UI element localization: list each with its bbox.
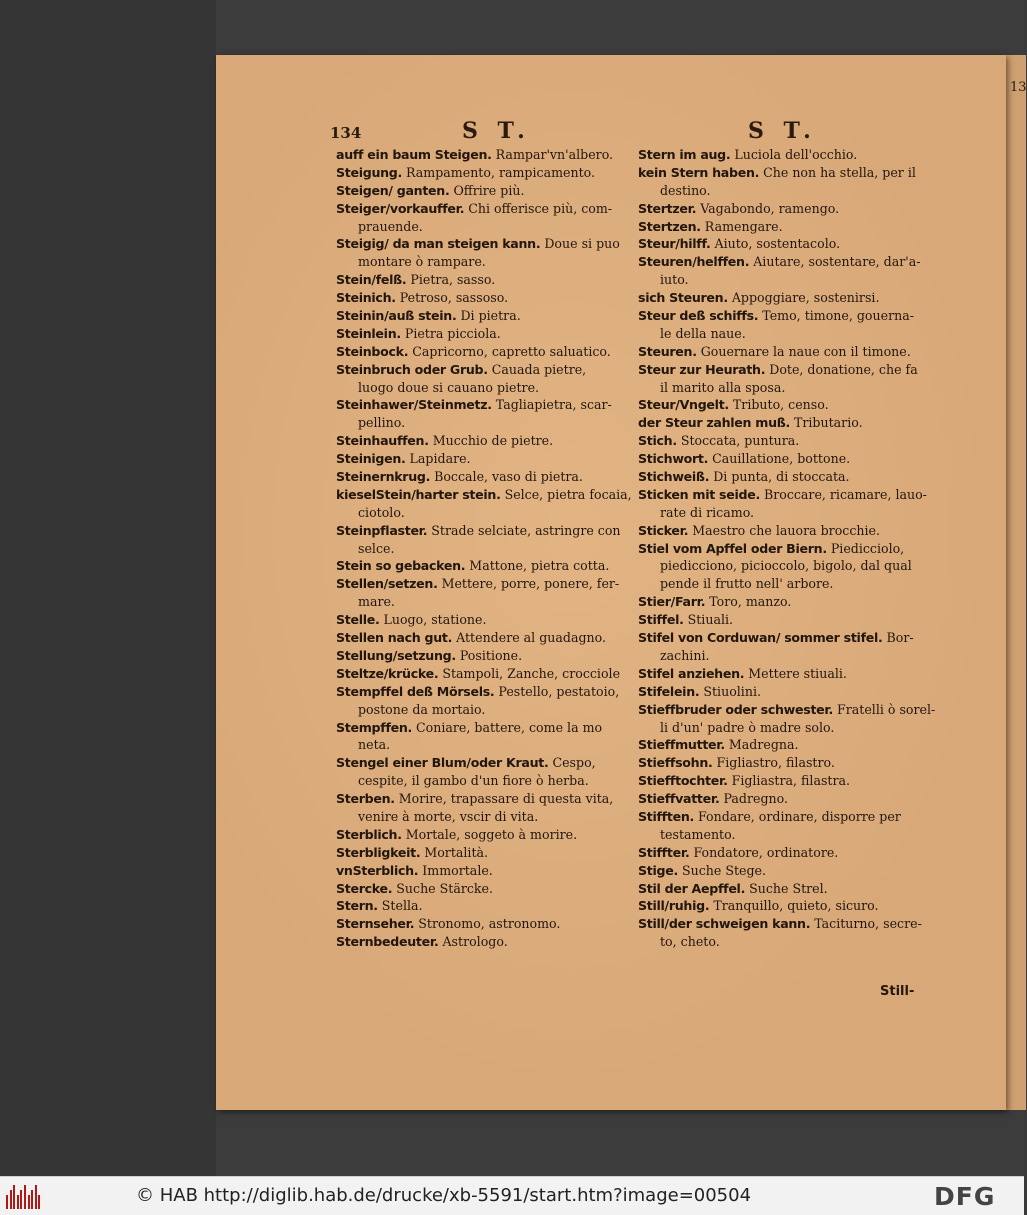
headword: Stiffel. — [638, 612, 684, 628]
dictionary-entry-line — [638, 611, 934, 629]
dictionary-entry-line — [638, 361, 934, 379]
headword: kein Stern haben. — [638, 164, 760, 180]
logo-bar — [35, 1185, 37, 1209]
dictionary-entry-line — [638, 736, 934, 754]
headword: Stertzer. — [638, 200, 697, 216]
dictionary-entry-line — [638, 826, 934, 844]
translation: Fondare, ordinare, disporre per — [693, 808, 901, 824]
translation: mare. — [358, 594, 395, 610]
dictionary-entry-line — [336, 182, 630, 200]
translation: Dote, donatione, che fa — [765, 361, 918, 377]
translation: selce. — [358, 540, 395, 556]
headword: Stiffter. — [638, 844, 690, 860]
translation: Padregno. — [719, 791, 788, 807]
dictionary-entry-line — [638, 844, 934, 862]
translation: Suche Stege. — [677, 862, 766, 878]
dictionary-entry-line — [638, 701, 934, 719]
dictionary-entry-line — [336, 593, 630, 611]
headword: vnSterblich. — [336, 862, 419, 878]
translation: Di punta, di stoccata. — [709, 469, 850, 485]
headword: Stelle. — [336, 612, 380, 628]
translation: Luogo, statione. — [379, 612, 487, 628]
dictionary-entry-line — [638, 235, 934, 253]
headword: Steinin/auß stein. — [336, 308, 457, 324]
dfg-logo: DFG — [934, 1182, 996, 1211]
next-page-number: 13 — [1010, 80, 1027, 95]
translation: Chi offerisce più, com- — [464, 200, 613, 216]
headword: Steiger/vorkauffer. — [336, 200, 465, 216]
translation: Immortale. — [418, 862, 493, 878]
headword: Stengel einer Blum/oder Kraut. — [336, 755, 549, 771]
copyright-link[interactable]: © HAB http://diglib.hab.de/drucke/xb-5591/start.htm?image=00504 — [136, 1185, 752, 1206]
dictionary-entry-line — [638, 719, 934, 737]
headword: Steigung. — [336, 164, 402, 180]
headword: Steltze/krücke. — [336, 665, 439, 681]
headword: Steinhawer/Steinmetz. — [336, 397, 492, 413]
dictionary-entry-line — [336, 379, 630, 397]
dictionary-entry-line — [336, 880, 630, 898]
translation: montare ò rampare. — [358, 254, 486, 270]
dictionary-entry-line — [638, 289, 934, 307]
dictionary-entry-line — [336, 200, 630, 218]
headword: Stellen/setzen. — [336, 576, 438, 592]
headword: Stil der Aepffel. — [638, 880, 746, 896]
dictionary-entry-line — [638, 629, 934, 647]
dictionary-entry-line — [638, 647, 934, 665]
dictionary-entry-line — [336, 235, 630, 253]
translation: piedicciono, picioccolo, bigolo, dal qual — [660, 558, 912, 574]
headword: Steur deß schiffs. — [638, 308, 759, 324]
headword: der Steur zahlen muß. — [638, 415, 790, 431]
dictionary-entry-line — [336, 218, 630, 236]
headword: Steinernkrug. — [336, 469, 431, 485]
headword: Stiel vom Apffel oder Biern. — [638, 540, 827, 556]
headword: Stercke. — [336, 880, 393, 896]
headword: kieselStein/harter stein. — [336, 486, 501, 502]
dictionary-entry-line — [336, 396, 630, 414]
translation: Fondatore, ordinatore. — [689, 844, 839, 860]
headword: Sternbedeuter. — [336, 934, 439, 950]
dictionary-entry-line — [638, 575, 934, 593]
dictionary-entry-line — [336, 271, 630, 289]
logo-bar — [6, 1195, 8, 1209]
dictionary-entry-line — [336, 325, 630, 343]
headword: Stifel anziehen. — [638, 665, 745, 681]
translation: rate di ricamo. — [660, 504, 755, 520]
dictionary-entry-line — [336, 486, 630, 504]
translation: Strade selciate, astringre con — [427, 522, 621, 538]
translation: Cauada pietre, — [487, 361, 587, 377]
translation: Fratelli ò sorel- — [833, 701, 936, 717]
headword: Steinbock. — [336, 343, 409, 359]
translation: Mettere stiuali. — [744, 665, 847, 681]
headword: Steur zur Heurath. — [638, 361, 766, 377]
translation: le della naue. — [660, 325, 746, 341]
dictionary-column-left — [336, 146, 630, 951]
translation: Boccale, vaso di pietra. — [430, 469, 583, 485]
headword: Still/der schweigen kann. — [638, 916, 811, 932]
translation: Pietra picciola. — [400, 325, 501, 341]
dictionary-entry-line — [638, 450, 934, 468]
dictionary-entry-line — [336, 844, 630, 862]
dictionary-entry-line — [336, 629, 630, 647]
dictionary-entry-line — [638, 218, 934, 236]
translation: Bor- — [882, 630, 914, 646]
headword: Stifelein. — [638, 683, 700, 699]
translation: neta. — [358, 737, 391, 753]
translation: Rampamento, rampicamento. — [402, 164, 596, 180]
translation: cespite, il gambo d'un fiore ò herba. — [358, 773, 589, 789]
logo-bar — [13, 1185, 15, 1209]
translation: Doue si puo — [540, 236, 620, 252]
translation: luogo doue si cauano pietre. — [358, 379, 540, 395]
translation: Stella. — [377, 898, 423, 914]
headword: Stieffvatter. — [638, 791, 720, 807]
dictionary-entry-line — [638, 432, 934, 450]
headword: Stern im aug. — [638, 147, 731, 162]
headword: Stige. — [638, 862, 678, 878]
dictionary-entry-line — [336, 736, 630, 754]
translation: Astrologo. — [438, 934, 508, 950]
dictionary-entry-line — [336, 432, 630, 450]
dictionary-entry-line — [336, 146, 630, 164]
translation: venire à morte, vscir di vita. — [358, 808, 539, 824]
logo-bar — [28, 1195, 30, 1209]
logo-bar — [24, 1185, 26, 1209]
headword: Stieffsohn. — [638, 755, 713, 771]
headword: auff ein baum Steigen. — [336, 147, 492, 162]
dictionary-entry-line — [336, 575, 630, 593]
translation: Tributo, censo. — [728, 397, 829, 413]
logo-bar — [17, 1195, 19, 1209]
dictionary-entry-line — [336, 557, 630, 575]
dictionary-entry-line — [336, 665, 630, 683]
headword: Stellen nach gut. — [336, 630, 453, 646]
translation: Appoggiare, sostenirsi. — [727, 290, 880, 306]
dictionary-entry-line — [638, 665, 934, 683]
dictionary-entry-line — [638, 396, 934, 414]
translation: Toro, manzo. — [705, 594, 792, 610]
translation: postone da mortaio. — [358, 701, 486, 717]
dictionary-entry-line — [336, 683, 630, 701]
headword: Sterben. — [336, 791, 395, 807]
logo-bar — [10, 1190, 12, 1209]
headword: Steinhauffen. — [336, 433, 429, 449]
dictionary-entry-line — [336, 915, 630, 933]
headword: Stich. — [638, 433, 677, 449]
hab-logo-icon — [6, 1183, 44, 1209]
translation: Attendere al guadagno. — [452, 630, 607, 646]
dictionary-entry-line — [638, 540, 934, 558]
translation: Gouernare la naue con il timone. — [696, 343, 911, 359]
translation: pellino. — [358, 415, 406, 431]
translation: Cauillatione, bottone. — [708, 451, 851, 467]
dictionary-entry-line — [638, 915, 934, 933]
headword: Stein so gebacken. — [336, 558, 466, 574]
translation: li d'un' padre ò madre solo. — [660, 719, 835, 735]
dictionary-entry-line — [638, 486, 934, 504]
headword: Sticker. — [638, 522, 689, 538]
dictionary-entry-line — [638, 182, 934, 200]
headword: Stern. — [336, 898, 378, 914]
headword: Steigen/ ganten. — [336, 182, 450, 198]
translation: Pietra, sasso. — [406, 272, 496, 288]
dictionary-entry-line — [638, 343, 934, 361]
dictionary-entry-line — [638, 593, 934, 611]
translation: Coniare, battere, come la mo — [412, 719, 603, 735]
headword: Stieffbruder oder schwester. — [638, 701, 834, 717]
dictionary-entry-line — [638, 504, 934, 522]
dictionary-entry-line — [336, 343, 630, 361]
dictionary-entry-line — [336, 450, 630, 468]
dictionary-entry-line — [638, 325, 934, 343]
headword: Stichwort. — [638, 451, 709, 467]
dictionary-entry-line — [638, 862, 934, 880]
dictionary-entry-line — [336, 826, 630, 844]
headword: Stellung/setzung. — [336, 647, 456, 663]
dictionary-entry-line — [336, 933, 630, 951]
translation: to, cheto. — [660, 934, 720, 950]
translation: Figliastro, filastro. — [712, 755, 835, 771]
translation: Cespo, — [548, 755, 596, 771]
dictionary-entry-line — [336, 808, 630, 826]
dictionary-entry-line — [638, 164, 934, 182]
translation: Pestello, pestatoio, — [494, 683, 620, 699]
translation: Mettere, porre, ponere, fer- — [437, 576, 620, 592]
translation: Temo, timone, gouerna- — [758, 308, 914, 324]
translation: Mattone, pietra cotta. — [465, 558, 610, 574]
translation: Aiuto, sostentacolo. — [710, 236, 841, 252]
headword: Stieffmutter. — [638, 737, 725, 753]
dictionary-entry-line — [336, 414, 630, 432]
dictionary-column-right — [638, 146, 934, 951]
headword: Steuren/helffen. — [638, 254, 750, 270]
translation: Stoccata, puntura. — [676, 433, 800, 449]
dictionary-entry-line — [336, 772, 630, 790]
headword: Stein/felß. — [336, 272, 407, 288]
translation: Di pietra. — [456, 308, 521, 324]
dictionary-entry-line — [336, 253, 630, 271]
dictionary-entry-line — [638, 790, 934, 808]
logo-bar — [38, 1195, 40, 1209]
translation: Positione. — [455, 647, 523, 663]
dictionary-entry-line — [336, 897, 630, 915]
translation: Tranquillo, quieto, sicuro. — [709, 898, 879, 914]
translation: Tributario. — [789, 415, 863, 431]
translation: Mortale, soggeto à morire. — [401, 826, 578, 842]
headword: Stempffel deß Mörsels. — [336, 683, 495, 699]
dictionary-entry-line — [638, 271, 934, 289]
translation: Ramengare. — [700, 218, 783, 234]
translation: Stiuolini. — [699, 683, 761, 699]
dictionary-entry-line — [638, 683, 934, 701]
logo-bar — [31, 1190, 33, 1209]
dictionary-entry-line — [336, 504, 630, 522]
translation: Morire, trapassare di questa vita, — [394, 791, 614, 807]
headword: Steinpflaster. — [336, 522, 428, 538]
logo-bar — [20, 1190, 22, 1209]
dictionary-entry-line — [638, 253, 934, 271]
translation: Offrire più. — [449, 182, 525, 198]
translation: Piedicciolo, — [826, 540, 905, 556]
translation: Broccare, ricamare, lauo- — [759, 486, 927, 502]
translation: Stampoli, Zanche, crocciole — [438, 665, 621, 681]
dictionary-entry-line — [638, 414, 934, 432]
headword: Sticken mit seide. — [638, 486, 760, 502]
translation: Suche Strel. — [745, 880, 828, 896]
running-head-right: S T. — [748, 118, 817, 144]
headword: Stichweiß. — [638, 469, 710, 485]
translation: Madregna. — [724, 737, 799, 753]
translation: iuto. — [660, 272, 689, 288]
dictionary-entry-line — [638, 522, 934, 540]
dictionary-entry-line — [638, 379, 934, 397]
dictionary-entry-line — [336, 361, 630, 379]
translation: Tagliapietra, scar- — [491, 397, 612, 413]
scan-backdrop-left — [0, 0, 216, 1176]
translation: Rampar'vn'albero. — [491, 147, 614, 162]
dictionary-entry-line — [336, 522, 630, 540]
translation: Maestro che lauora brocchie. — [688, 522, 880, 538]
headword: Steinbruch oder Grub. — [336, 361, 488, 377]
dictionary-entry-line — [336, 647, 630, 665]
translation: testamento. — [660, 826, 736, 842]
headword: Sternseher. — [336, 916, 415, 932]
running-head-left: S T. — [462, 118, 531, 144]
headword: Stiefftochter. — [638, 773, 728, 789]
headword: Steinigen. — [336, 451, 406, 467]
translation: Che non ha stella, per il — [759, 164, 916, 180]
dictionary-entry-line — [336, 719, 630, 737]
headword: Stertzen. — [638, 218, 701, 234]
dictionary-entry-line — [336, 790, 630, 808]
viewer-footer — [0, 1176, 1024, 1215]
dictionary-entry-line — [336, 754, 630, 772]
translation: il marito alla sposa. — [660, 379, 786, 395]
dictionary-entry-line — [336, 164, 630, 182]
translation: Stronomo, astronomo. — [414, 916, 561, 932]
translation: Suche Stärcke. — [392, 880, 494, 896]
translation: Lapidare. — [405, 451, 471, 467]
translation: Aiutare, sostentare, dar'a- — [749, 254, 921, 270]
translation: Mortalità. — [420, 844, 489, 860]
headword: Steigig/ da man steigen kann. — [336, 236, 541, 252]
dictionary-entry-line — [336, 701, 630, 719]
dictionary-entry-line — [638, 933, 934, 951]
translation: Capricorno, capretto saluatico. — [408, 343, 611, 359]
dictionary-entry-line — [638, 200, 934, 218]
translation: Vagabondo, ramengo. — [696, 200, 840, 216]
headword: Steuren. — [638, 343, 697, 359]
headword: Steur/Vngelt. — [638, 397, 729, 413]
headword: Stier/Farr. — [638, 594, 706, 610]
dictionary-entry-line — [336, 862, 630, 880]
dictionary-entry-line — [638, 557, 934, 575]
dictionary-entry-line — [638, 772, 934, 790]
translation: pende il frutto nell' arbore. — [660, 576, 834, 592]
translation: zachini. — [660, 647, 710, 663]
dictionary-entry-line — [638, 146, 934, 164]
translation: Stiuali. — [683, 612, 734, 628]
dictionary-entry-line — [638, 754, 934, 772]
translation: Figliastra, filastra. — [727, 773, 851, 789]
headword: Stifel von Corduwan/ sommer stifel. — [638, 630, 883, 646]
headword: sich Steuren. — [638, 290, 728, 306]
translation: Petroso, sassoso. — [395, 290, 509, 306]
headword: Steinlein. — [336, 325, 401, 341]
translation: Luciola dell'occhio. — [730, 147, 858, 162]
page-number: 134 — [330, 124, 362, 142]
translation: Selce, pietra focaia, — [500, 486, 632, 502]
headword: Steur/hilff. — [638, 236, 711, 252]
headword: Sterbligkeit. — [336, 844, 421, 860]
dictionary-entry-line — [638, 897, 934, 915]
dictionary-entry-line — [336, 289, 630, 307]
translation: prauende. — [358, 218, 423, 234]
dictionary-entry-line — [638, 880, 934, 898]
translation: Mucchio de pietre. — [428, 433, 554, 449]
translation: destino. — [660, 182, 711, 198]
headword: Steinich. — [336, 290, 396, 306]
dictionary-entry-line — [638, 307, 934, 325]
headword: Still/ruhig. — [638, 898, 710, 914]
dictionary-entry-line — [638, 808, 934, 826]
dictionary-entry-line — [336, 307, 630, 325]
catchword: Still- — [880, 984, 915, 999]
headword: Stifften. — [638, 808, 694, 824]
headword: Sterblich. — [336, 826, 402, 842]
dictionary-entry-line — [336, 468, 630, 486]
headword: Stempffen. — [336, 719, 413, 735]
dictionary-entry-line — [336, 540, 630, 558]
dictionary-entry-line — [336, 611, 630, 629]
translation: ciotolo. — [358, 504, 405, 520]
dictionary-entry-line — [638, 468, 934, 486]
translation: Taciturno, secre- — [810, 916, 922, 932]
